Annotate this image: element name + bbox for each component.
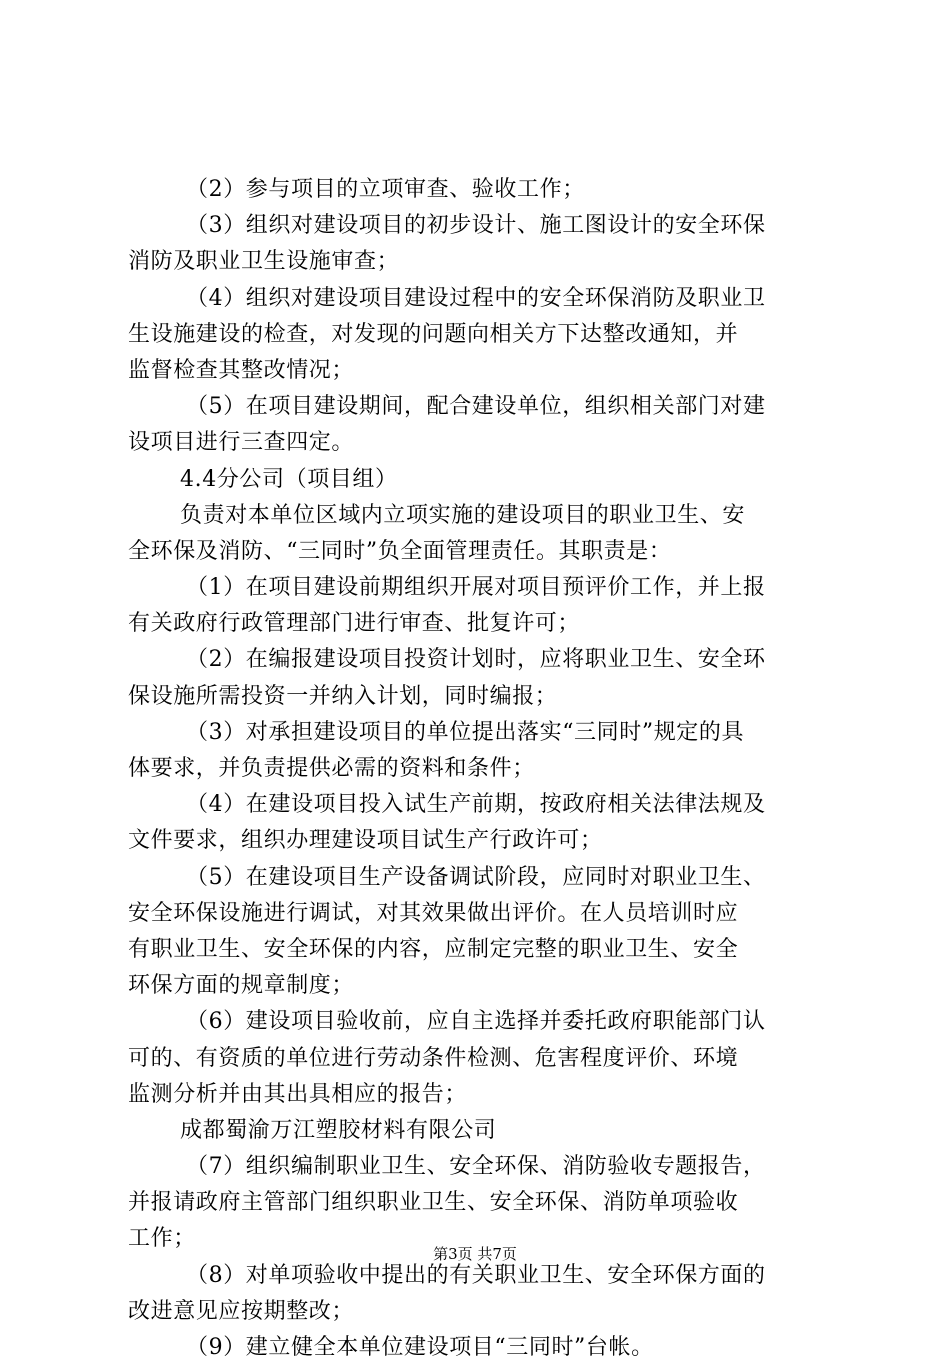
text-line: 体要求，并负责提供必需的资料和条件； [128,756,535,781]
text-line: 生设施建设的检查，对发现的问题向相关方下达整改通知，并 [128,321,739,347]
document-body [128,172,828,1366]
text-line: 设项目进行三查四定。 [128,430,355,456]
text-line: （8）对单项验收中提出的有关职业卫生、安全环保方面的 [186,1262,766,1288]
text-line: 负责对本单位区域内立项实施的建设项目的职业卫生、安 [180,502,746,528]
text-line: （5）在建设项目生产设备调试阶段，应同时对职业卫生、 [186,864,766,890]
text-line: 监督检查其整改情况； [128,357,355,383]
text-line: 文件要求，组织办理建设项目试生产行政许可； [128,828,603,854]
text-line: 环保方面的规章制度； [128,973,355,999]
text-line: 有关政府行政管理部门进行审查、批复许可； [128,611,581,637]
section-heading: 4.4分公司（项目组） [180,466,398,492]
text-line: 并报请政府主管部门组织职业卫生、安全环保、消防单项验收 [128,1190,739,1216]
text-line: （5）在项目建设期间，配合建设单位，组织相关部门对建 [186,394,766,420]
text-line: （3）对承担建设项目的单位提出落实“三同时”规定的具 [186,719,745,745]
text-line: （4）在建设项目投入试生产前期，按政府相关法律法规及 [186,792,766,818]
page-footer: 第3页 共7页 [433,1245,517,1263]
text-line: 全环保及消防、“三同时”负全面管理责任。其职责是： [128,538,672,564]
text-line: 保设施所需投资一并纳入计划，同时编报； [128,683,558,709]
text-line: 有职业卫生、安全环保的内容，应制定完整的职业卫生、安全 [128,936,739,962]
text-line: （9）建立健全本单位建设项目“三同时”台帐。 [186,1335,654,1360]
text-line: 消防及职业卫生设施审查； [128,249,400,275]
text-line: 改进意见应按期整改； [128,1298,355,1324]
text-line: 可的、有资质的单位进行劳动条件检测、危害程度评价、环境 [128,1045,739,1071]
text-line: （1）在项目建设前期组织开展对项目预评价工作，并上报 [186,575,766,601]
text-line: （7）组织编制职业卫生、安全环保、消防验收专题报告， [186,1154,766,1180]
text-line: （2）在编报建设项目投资计划时，应将职业卫生、安全环 [186,647,766,673]
text-line: 工作； [128,1226,196,1252]
text-line: （6）建设项目验收前，应自主选择并委托政府职能部门认 [186,1009,766,1035]
text-line: 安全环保设施进行调试，对其效果做出评价。在人员培训时应 [128,900,739,926]
text-line: （2）参与项目的立项审查、验收工作； [186,177,585,202]
company-name: 成都蜀渝万江塑胶材料有限公司 [180,1117,497,1143]
text-line: 监测分析并由其出具相应的报告； [128,1081,468,1107]
text-line: （3）组织对建设项目的初步设计、施工图设计的安全环保 [186,213,766,239]
text-line: （4）组织对建设项目建设过程中的安全环保消防及职业卫 [186,285,766,311]
